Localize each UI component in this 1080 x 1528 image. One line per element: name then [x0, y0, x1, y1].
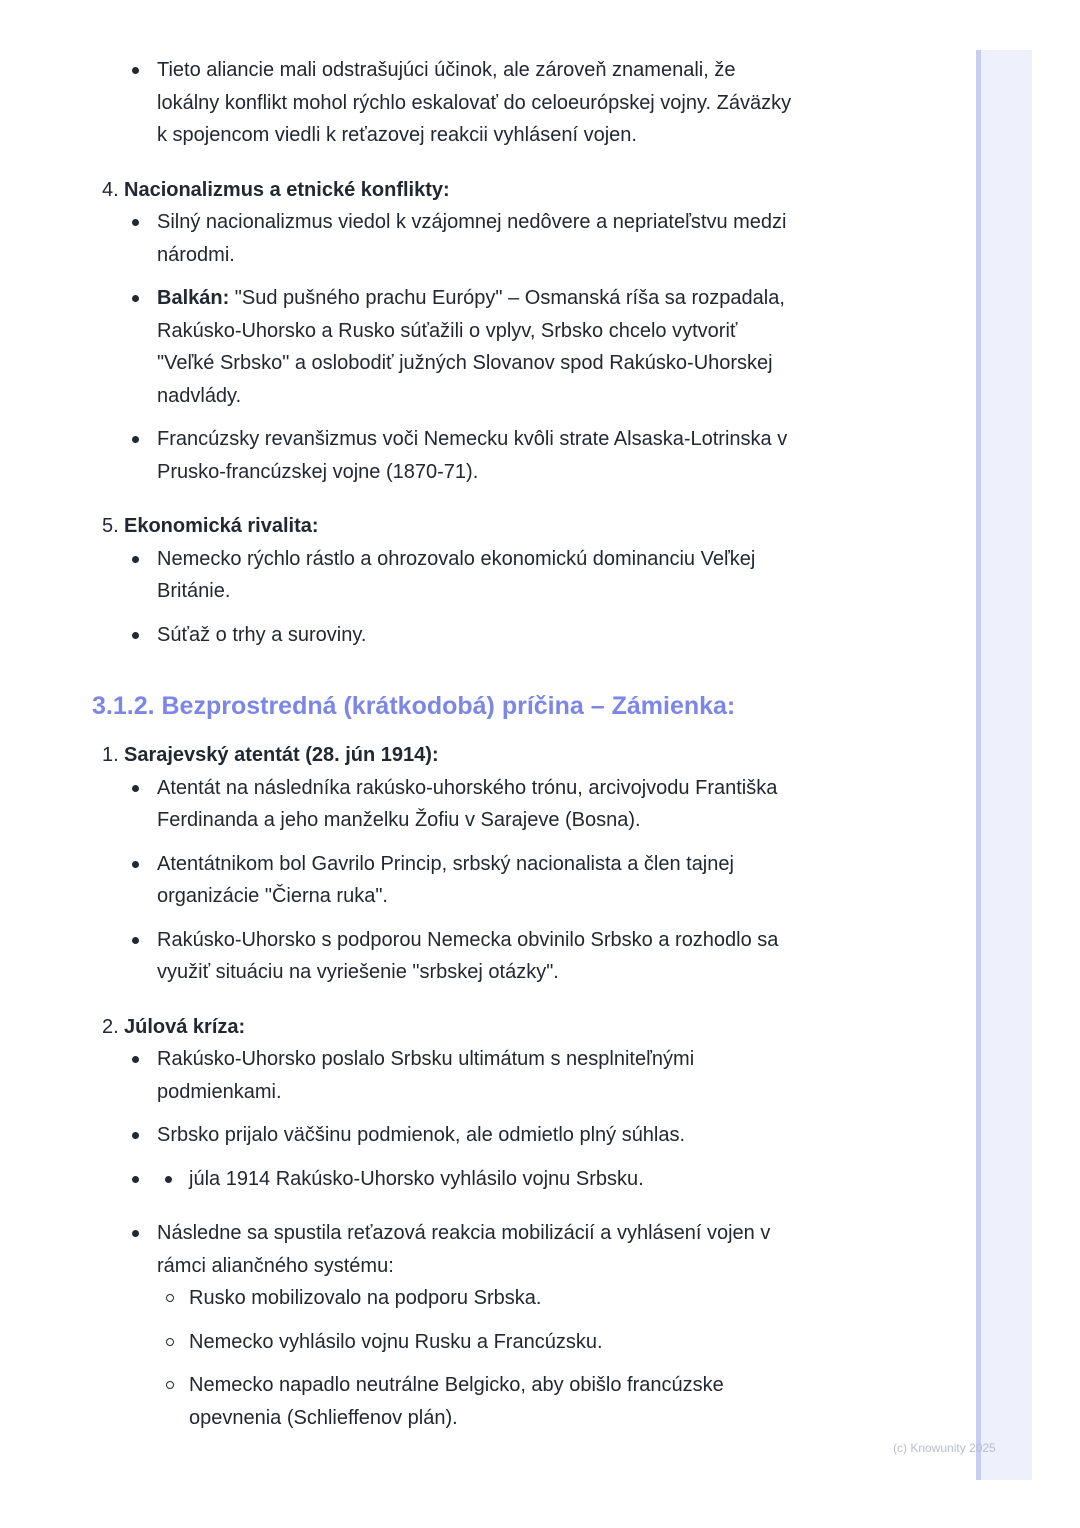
list-item: Atentátnikom bol Gavrilo Princip, srbský nacionalista a člen tajnej organizácie "Čierna ruka". [92, 848, 832, 913]
numbered-heading-sarajevo: 1. Sarajevský atentát (28. jún 1914): [102, 744, 439, 766]
bullet-icon [132, 785, 139, 792]
sub-list-item: Rusko mobilizovalo na podporu Srbska. [92, 1282, 832, 1315]
nested-bullet-icon [165, 1176, 172, 1183]
bullet-icon [132, 937, 139, 944]
bullet-icon [132, 861, 139, 868]
list-item: Balkán: "Sud pušného prachu Európy" – Osmanská ríša sa rozpadala, Rakúsko-Uhorsko a Rusko súťažili o vplyv, Srbsko chcelo vytvoriť "Veľké Srbsko" a oslobodiť južných Slovanov spod Rakúsko-Uhorskej nadvlády. [92, 282, 832, 412]
list-item: Tieto aliancie mali odstrašujúci účinok, ale zároveň znamenali, že lokálny konflikt mohol rýchlo eskalovať do celoeurópskej vojny. Záväzky k spojencom viedli k reťazovej reakcii vyhlásení vojen. [92, 54, 832, 152]
list-item: Súťaž o trhy a suroviny. [92, 619, 832, 652]
list-item: Rakúsko-Uhorsko poslalo Srbsku ultimátum s nesplniteľnými podmienkami. [92, 1043, 832, 1108]
sidebar-accent-stripe [976, 50, 981, 1480]
list-item: Silný nacionalizmus viedol k vzájomnej nedôvere a nepriateľstvu medzi národmi. [92, 206, 832, 271]
sub-list-item: Nemecko napadlo neutrálne Belgicko, aby obišlo francúzske opevnenia (Schlieffenov plán). [92, 1369, 832, 1434]
bullet-icon [132, 1132, 139, 1139]
numbered-heading-economic-rivalry: 5. Ekonomická rivalita: [102, 515, 319, 537]
list-item: Srbsko prijalo väčšinu podmienok, ale odmietlo plný súhlas. [92, 1119, 832, 1152]
bullet-icon [132, 436, 139, 443]
numbered-heading-july-crisis: 2. Júlová kríza: [102, 1015, 246, 1038]
list-item: Nemecko rýchlo rástlo a ohrozovalo ekonomickú dominanciu Veľkej Británie. [92, 543, 832, 608]
hollow-bullet-icon [166, 1338, 174, 1346]
bullet-icon [132, 67, 139, 74]
right-sidebar-panel [976, 50, 1032, 1480]
list-item: Následne sa spustila reťazová reakcia mobilizácií a vyhlásení vojen v rámci aliančného systému: [92, 1217, 832, 1282]
hollow-bullet-icon [166, 1381, 174, 1389]
list-item: Francúzsky revanšizmus voči Nemecku kvôli strate Alsaska-Lotrinska v Prusko-francúzskej vojne (1870-71). [92, 423, 832, 488]
bullet-icon [132, 1230, 139, 1237]
list-item: Rakúsko-Uhorsko s podporou Nemecka obvinilo Srbsko a rozhodlo sa využiť situáciu na vyriešenie "srbskej otázky". [92, 924, 832, 989]
document-content [92, 54, 832, 1434]
bullet-icon [132, 632, 139, 639]
bullet-icon [132, 1176, 139, 1183]
list-item: júla 1914 Rakúsko-Uhorsko vyhlásilo vojnu Srbsku. [92, 1163, 832, 1196]
bullet-icon [132, 1056, 139, 1063]
section-heading: 3.1.2. Bezprostredná (krátkodobá) príčina – Zámienka: [92, 692, 736, 720]
sub-list-item: Nemecko vyhlásilo vojnu Rusku a Francúzsku. [92, 1326, 832, 1359]
numbered-heading-nationalism: 4. Nacionalizmus a etnické konflikty: [102, 178, 450, 201]
bullet-icon [132, 556, 139, 563]
bullet-icon [132, 295, 139, 302]
bullet-icon [132, 219, 139, 226]
list-item: Atentát na následníka rakúsko-uhorského trónu, arcivojvodu Františka Ferdinanda a jeho manželku Žofiu v Sarajeve (Bosna). [92, 772, 832, 837]
hollow-bullet-icon [166, 1294, 174, 1302]
watermark: (c) Knowunity 2025 [893, 1441, 996, 1455]
